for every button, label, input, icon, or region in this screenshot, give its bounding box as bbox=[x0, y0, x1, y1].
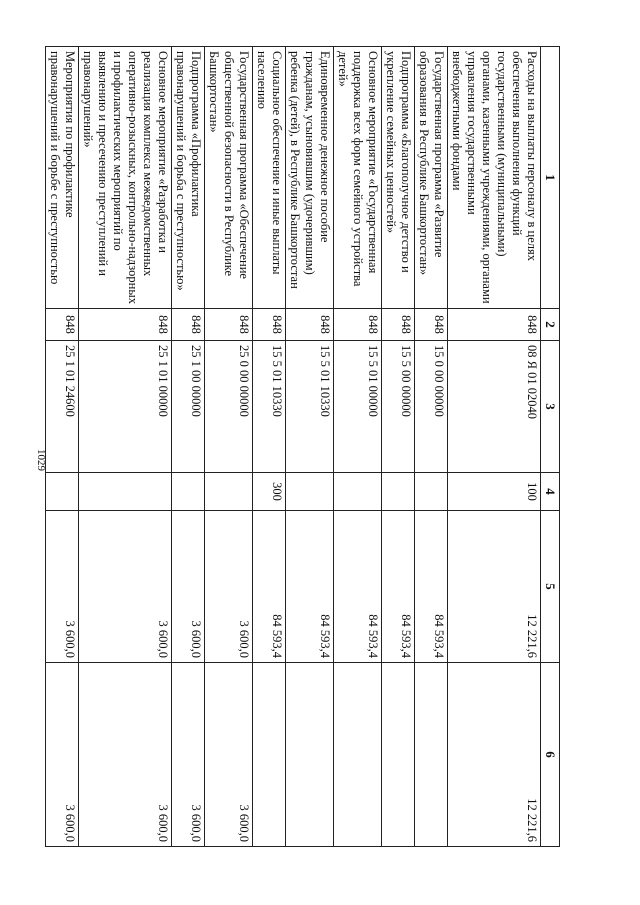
row-expense-type bbox=[46, 473, 79, 511]
table-row bbox=[382, 47, 415, 847]
row-ministry-code: 848 bbox=[172, 309, 205, 341]
row-amount-1: 12 221,6 bbox=[448, 511, 541, 663]
row-amount-2 bbox=[415, 663, 448, 847]
column-header-4: 4 bbox=[541, 473, 560, 511]
table-row bbox=[415, 47, 448, 847]
row-expense-type bbox=[79, 473, 172, 511]
row-amount-2 bbox=[382, 663, 415, 847]
table-row bbox=[448, 47, 541, 847]
row-target-code: 25 0 00 00000 bbox=[205, 341, 253, 473]
row-expense-type bbox=[205, 473, 253, 511]
page-number: 1029 bbox=[35, 449, 47, 471]
row-amount-1: 84 593,4 bbox=[286, 511, 334, 663]
row-expense-type bbox=[172, 473, 205, 511]
budget-table-container bbox=[48, 46, 560, 846]
row-ministry-code: 848 bbox=[286, 309, 334, 341]
row-amount-2: 3 600,0 bbox=[172, 663, 205, 847]
row-target-code: 15 5 01 00000 bbox=[334, 341, 382, 473]
row-amount-2 bbox=[334, 663, 382, 847]
column-header-5: 5 bbox=[541, 511, 560, 663]
row-amount-2 bbox=[286, 663, 334, 847]
row-name: Единовременное денежное пособие гражданам, усыновившим (удочерившим) ребенка (детей), в Республике Башкортостан bbox=[286, 47, 334, 309]
row-target-code: 08 Я 01 02040 bbox=[448, 341, 541, 473]
row-name: Государственная программа «Развитие образования в Республике Башкортостан» bbox=[415, 47, 448, 309]
table-row bbox=[286, 47, 334, 847]
row-target-code: 25 1 01 24600 bbox=[46, 341, 79, 473]
table-row bbox=[205, 47, 253, 847]
row-amount-2: 3 600,0 bbox=[79, 663, 172, 847]
column-header-2: 2 bbox=[541, 309, 560, 341]
row-name: Расходы на выплаты персоналу в целях обеспечения выполнения функций государственными (муниципальными) органами, казенными учреждениями, органами управления государственными внебюджетными фондами bbox=[448, 47, 541, 309]
row-expense-type bbox=[334, 473, 382, 511]
row-amount-2: 12 221,6 bbox=[448, 663, 541, 847]
row-amount-2: 3 600,0 bbox=[205, 663, 253, 847]
row-target-code: 25 1 00 00000 bbox=[172, 341, 205, 473]
budget-table bbox=[45, 46, 560, 847]
row-expense-type bbox=[382, 473, 415, 511]
row-ministry-code: 848 bbox=[415, 309, 448, 341]
row-ministry-code: 848 bbox=[382, 309, 415, 341]
row-amount-1: 3 600,0 bbox=[79, 511, 172, 663]
table-row bbox=[46, 47, 79, 847]
row-amount-1: 84 593,4 bbox=[334, 511, 382, 663]
column-header-3: 3 bbox=[541, 341, 560, 473]
row-name: Социальное обеспечение и иные выплаты населению bbox=[253, 47, 286, 309]
row-ministry-code: 848 bbox=[205, 309, 253, 341]
row-amount-1: 84 593,4 bbox=[415, 511, 448, 663]
table-row bbox=[253, 47, 286, 847]
row-amount-2 bbox=[253, 663, 286, 847]
row-expense-type bbox=[286, 473, 334, 511]
row-ministry-code: 848 bbox=[334, 309, 382, 341]
row-name: Подпрограмма «Профилактика правонарушений и борьба с преступностью» bbox=[172, 47, 205, 309]
row-amount-1: 3 600,0 bbox=[46, 511, 79, 663]
row-name: Государственная программа «Обеспечение общественной безопасности в Республике Башкортостан» bbox=[205, 47, 253, 309]
row-amount-1: 84 593,4 bbox=[253, 511, 286, 663]
row-target-code: 15 5 01 10330 bbox=[286, 341, 334, 473]
row-ministry-code: 848 bbox=[79, 309, 172, 341]
row-amount-2: 3 600,0 bbox=[46, 663, 79, 847]
row-amount-1: 3 600,0 bbox=[205, 511, 253, 663]
column-header-6: 6 bbox=[541, 663, 560, 847]
row-target-code: 15 0 00 00000 bbox=[415, 341, 448, 473]
row-name: Основное мероприятие «Разработка и реализация комплекса межведомственных оперативно-розыскных, контрольно-надзорных и профилактических мероприятий по выявлению и пресечению преступлений и правонарушений» bbox=[79, 47, 172, 309]
row-name: Мероприятия по профилактике правонарушений и борьбе с преступностью bbox=[46, 47, 79, 309]
row-target-code: 15 5 00 00000 bbox=[382, 341, 415, 473]
row-name: Подпрограмма «Благополучное детство и укрепление семейных ценностей» bbox=[382, 47, 415, 309]
row-amount-1: 3 600,0 bbox=[172, 511, 205, 663]
row-target-code: 15 5 01 10330 bbox=[253, 341, 286, 473]
row-ministry-code: 848 bbox=[448, 309, 541, 341]
row-expense-type: 100 bbox=[448, 473, 541, 511]
table-row bbox=[334, 47, 382, 847]
table-header-row bbox=[541, 47, 560, 847]
table-row bbox=[79, 47, 172, 847]
table-row bbox=[172, 47, 205, 847]
row-target-code: 25 1 01 00000 bbox=[79, 341, 172, 473]
row-name: Основное мероприятие «Государственная поддержка всех форм семейного устройства детей» bbox=[334, 47, 382, 309]
column-header-1: 1 bbox=[541, 47, 560, 309]
row-expense-type bbox=[415, 473, 448, 511]
row-ministry-code: 848 bbox=[253, 309, 286, 341]
row-ministry-code: 848 bbox=[46, 309, 79, 341]
row-expense-type: 300 bbox=[253, 473, 286, 511]
row-amount-1: 84 593,4 bbox=[382, 511, 415, 663]
